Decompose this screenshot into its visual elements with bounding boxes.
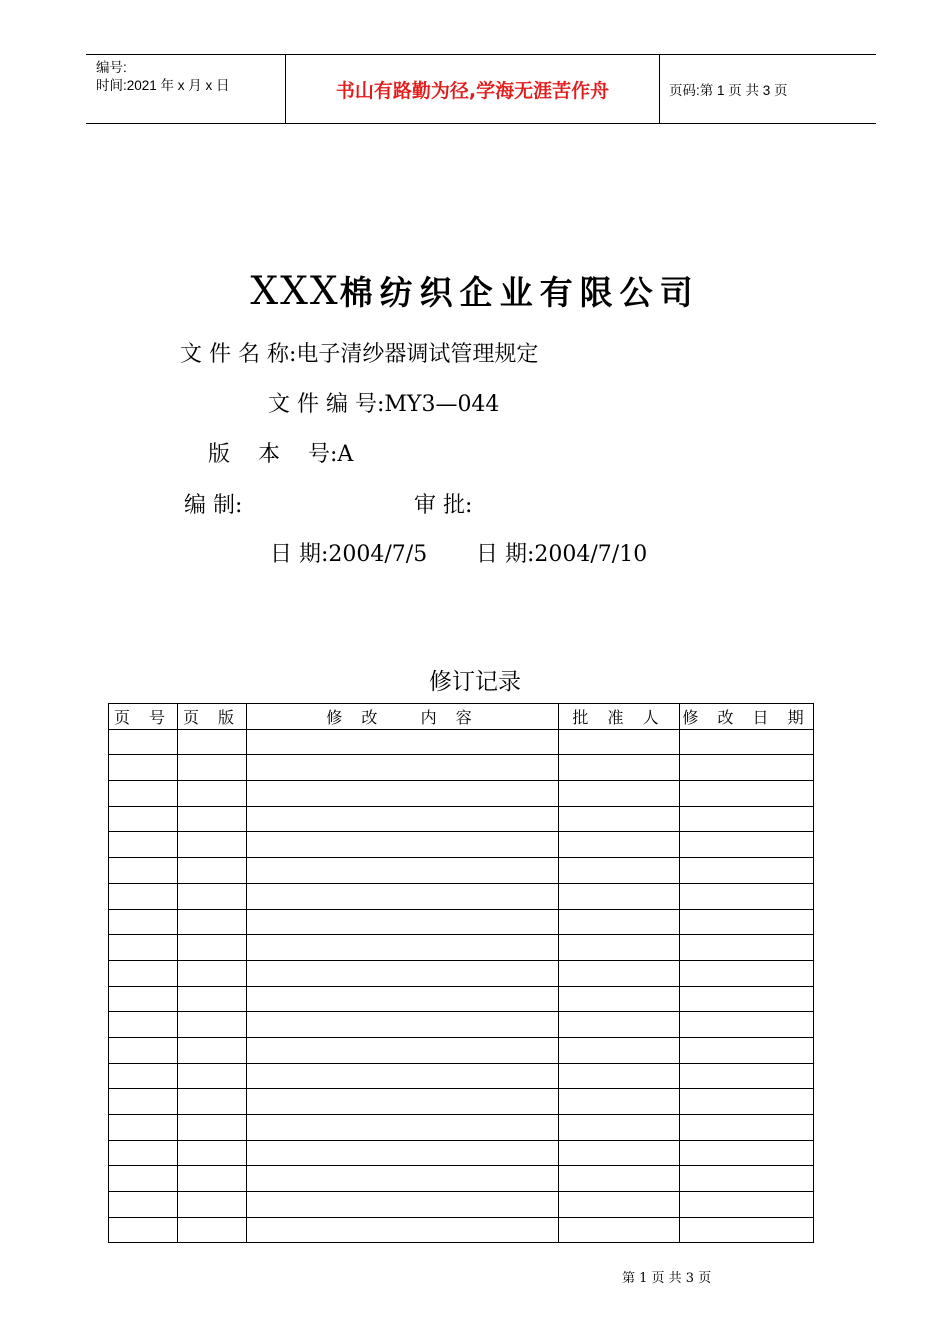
table-cell	[559, 1037, 680, 1063]
table-cell	[559, 883, 680, 909]
table-cell	[680, 986, 814, 1012]
table-cell	[178, 1192, 247, 1218]
table-cell	[109, 858, 178, 884]
table-row	[109, 1037, 814, 1063]
table-row	[109, 909, 814, 935]
table-cell	[178, 909, 247, 935]
page-footer: 第 1 页 共 3 页	[622, 1271, 712, 1286]
table-cell	[559, 1115, 680, 1141]
table-cell	[247, 1140, 559, 1166]
table-row	[109, 781, 814, 807]
table-row	[109, 883, 814, 909]
table-cell	[247, 1166, 559, 1192]
col-page-number: 页 号	[109, 704, 178, 730]
revision-header-row	[109, 704, 814, 730]
title-prefix: XXX	[250, 269, 340, 314]
table-cell	[559, 1217, 680, 1243]
table-cell	[680, 858, 814, 884]
table-cell	[178, 883, 247, 909]
header-meta	[86, 55, 286, 123]
table-row	[109, 755, 814, 781]
table-cell	[247, 1012, 559, 1038]
table-row	[109, 1063, 814, 1089]
table-cell	[109, 1037, 178, 1063]
table-cell	[247, 1192, 559, 1218]
table-cell	[109, 1192, 178, 1218]
header-page-info: 页码:第 1 页 共 3 页	[669, 83, 788, 98]
table-cell	[680, 935, 814, 961]
table-cell	[247, 729, 559, 755]
table-cell	[680, 1140, 814, 1166]
table-cell	[247, 960, 559, 986]
table-cell	[559, 960, 680, 986]
table-cell	[680, 883, 814, 909]
table-cell	[680, 1166, 814, 1192]
table-cell	[109, 960, 178, 986]
table-row	[109, 729, 814, 755]
table-cell	[247, 755, 559, 781]
table-cell	[247, 986, 559, 1012]
table-cell	[109, 806, 178, 832]
approved-by-line: 审 批:	[414, 493, 473, 518]
table-cell	[178, 1063, 247, 1089]
table-row	[109, 986, 814, 1012]
table-cell	[178, 806, 247, 832]
table-cell	[109, 832, 178, 858]
table-row	[109, 1115, 814, 1141]
table-cell	[109, 1089, 178, 1115]
table-cell	[247, 935, 559, 961]
table-cell	[680, 1012, 814, 1038]
table-cell	[178, 1012, 247, 1038]
table-row	[109, 1217, 814, 1243]
table-cell	[247, 781, 559, 807]
table-cell	[247, 909, 559, 935]
table-row	[109, 832, 814, 858]
table-row	[109, 806, 814, 832]
document-header	[86, 54, 876, 124]
table-cell	[178, 986, 247, 1012]
table-cell	[178, 832, 247, 858]
table-cell	[109, 1217, 178, 1243]
revision-rows	[109, 729, 814, 1243]
table-cell	[178, 960, 247, 986]
col-approver: 批 准 人	[559, 704, 680, 730]
table-cell	[559, 1012, 680, 1038]
col-change-content: 修 改 内 容	[247, 704, 559, 730]
version-line: 版 本 号:A	[208, 442, 354, 467]
file-name-line: 文 件 名 称:电子清纱器调试管理规定	[180, 342, 539, 367]
table-cell	[680, 1037, 814, 1063]
col-change-date: 修 改 日 期	[680, 704, 814, 730]
table-cell	[680, 1089, 814, 1115]
table-cell	[178, 935, 247, 961]
table-cell	[559, 729, 680, 755]
table-row	[109, 1192, 814, 1218]
table-cell	[559, 832, 680, 858]
table-row	[109, 935, 814, 961]
table-cell	[178, 858, 247, 884]
number-label: 编号:	[96, 60, 127, 75]
table-cell	[178, 1037, 247, 1063]
table-cell	[109, 781, 178, 807]
table-row	[109, 960, 814, 986]
table-cell	[247, 858, 559, 884]
table-cell	[109, 909, 178, 935]
table-cell	[559, 986, 680, 1012]
table-cell	[247, 1115, 559, 1141]
table-cell	[559, 1063, 680, 1089]
compiled-by-line: 编 制:	[184, 493, 243, 518]
table-row	[109, 1089, 814, 1115]
revision-table	[108, 703, 814, 1243]
table-cell	[559, 806, 680, 832]
approve-date-line: 日 期:2004/7/10	[476, 542, 648, 567]
table-cell	[680, 1063, 814, 1089]
table-cell	[680, 729, 814, 755]
compile-date-line: 日 期:2004/7/5	[270, 542, 428, 567]
table-cell	[247, 1089, 559, 1115]
table-cell	[178, 729, 247, 755]
table-cell	[178, 755, 247, 781]
table-cell	[559, 1140, 680, 1166]
table-cell	[109, 755, 178, 781]
table-cell	[680, 1192, 814, 1218]
table-cell	[559, 1166, 680, 1192]
table-cell	[247, 1063, 559, 1089]
document-title	[0, 268, 950, 317]
table-cell	[559, 1192, 680, 1218]
table-cell	[680, 960, 814, 986]
table-row	[109, 1012, 814, 1038]
header-motto: 书山有路勤为径,学海无涯苦作舟	[286, 55, 660, 123]
table-cell	[680, 806, 814, 832]
table-cell	[247, 883, 559, 909]
table-cell	[559, 755, 680, 781]
table-cell	[178, 1115, 247, 1141]
table-cell	[109, 1012, 178, 1038]
time-label: 时间:2021 年 x 月 x 日	[96, 78, 230, 93]
table-cell	[109, 729, 178, 755]
table-cell	[178, 1217, 247, 1243]
table-cell	[109, 986, 178, 1012]
table-cell	[247, 1037, 559, 1063]
table-row	[109, 1140, 814, 1166]
table-cell	[109, 1140, 178, 1166]
table-row	[109, 1166, 814, 1192]
company-name: 棉纺织企业有限公司	[339, 273, 700, 312]
table-cell	[680, 909, 814, 935]
file-number-line: 文 件 编 号:MY3—044	[268, 392, 500, 417]
table-cell	[559, 1089, 680, 1115]
table-cell	[559, 781, 680, 807]
table-cell	[247, 806, 559, 832]
table-row	[109, 858, 814, 884]
table-cell	[680, 755, 814, 781]
table-cell	[109, 935, 178, 961]
table-cell	[178, 781, 247, 807]
table-cell	[247, 1217, 559, 1243]
table-cell	[178, 1166, 247, 1192]
table-cell	[559, 858, 680, 884]
table-cell	[680, 1217, 814, 1243]
revision-title: 修订记录	[429, 669, 521, 695]
table-cell	[178, 1140, 247, 1166]
table-cell	[109, 1063, 178, 1089]
table-cell	[109, 883, 178, 909]
table-cell	[178, 1089, 247, 1115]
table-cell	[559, 935, 680, 961]
table-cell	[247, 832, 559, 858]
table-cell	[680, 1115, 814, 1141]
table-cell	[109, 1115, 178, 1141]
col-page-version: 页 版	[178, 704, 247, 730]
table-cell	[109, 1166, 178, 1192]
table-cell	[559, 909, 680, 935]
table-cell	[680, 781, 814, 807]
table-cell	[680, 832, 814, 858]
